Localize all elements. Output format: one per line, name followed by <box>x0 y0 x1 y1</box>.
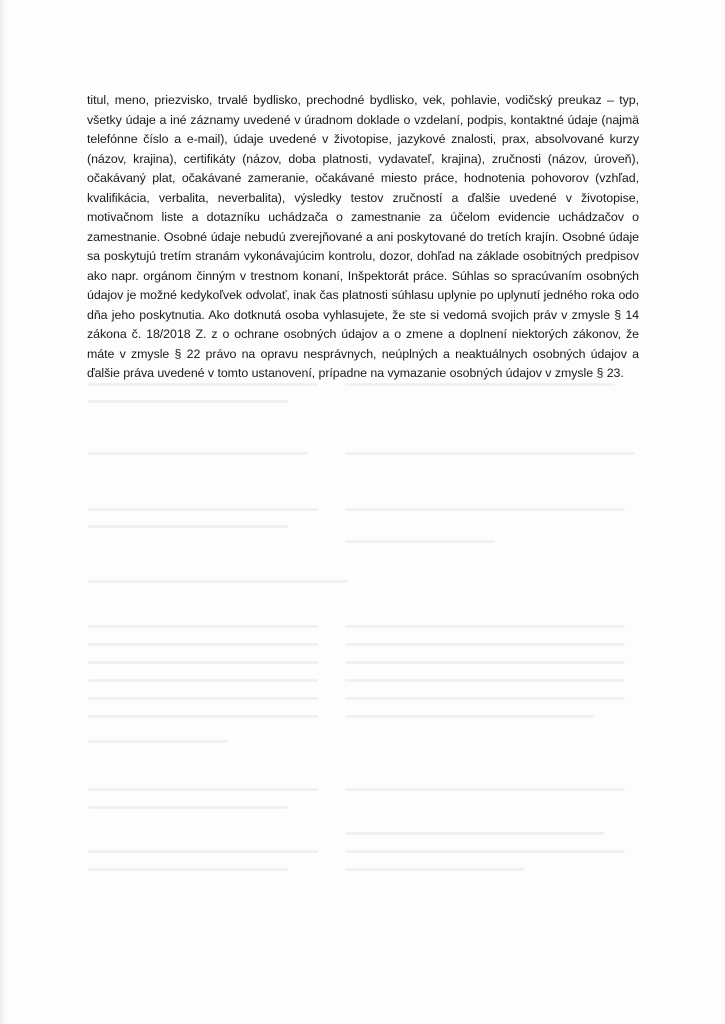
consent-paragraph: titul, meno, priezvisko, trvalé bydlisko, prechodné bydlisko, vek, pohlavie, vodičský preukaz – typ, všetky údaje a iné záznamy uvedené v úradnom doklade o vzdelaní, podpis, kontaktné údaje (najmä telefónne číslo a e-mail), údaje uvedené v životopise, jazykové znalosti, prax, absolvované kurzy (názov, krajina), certifikáty (názov, doba platnosti, vydavateľ, krajina), zručnosti (názov, úroveň), očakávaný plat, očakávané zameranie, očakávané miesto práce, hodnotenia pohovorov (vzhľad, kvalifikácia, verbalita, neverbalita), výsledky testov zručností a ďalšie uvedené v životopise, motivačnom liste a dotazníku uchádzača o zamestnanie za účelom evidencie uchádzačov o zamestnanie. Osobné údaje nebudú zverejňované a ani poskytované do tretích krajín. Osobné údaje sa poskytujú tretím stranám vykonávajúcim kontrolu, dozor, dohľad na základe osobitných predpisov ako napr. orgánom činným v trestnom konaní, Inšpektorát práce. Súhlas so spracúvaním osobných údajov je možné kedykoľvek odvolať, inak čas platnosti súhlasu uplynie po uplynutí jedného roka odo dňa jeho poskytnutia. Ako dotknutá osoba vyhlasujete, že ste si vedomá svojich práv v zmysle § 14 zákona č. 18/2018 Z. z o ochrane osobných údajov a o zmene a doplnení niektorých zákonov, že máte v zmysle § 22 právo na opravu nesprávnych, neúplných a neaktuálnych osobných údajov a ďalšie práva uvedené v tomto ustanovení, prípadne na vymazanie osobných údajov v zmysle § 23. <box>87 93 639 380</box>
paper-edge <box>0 0 6 1024</box>
